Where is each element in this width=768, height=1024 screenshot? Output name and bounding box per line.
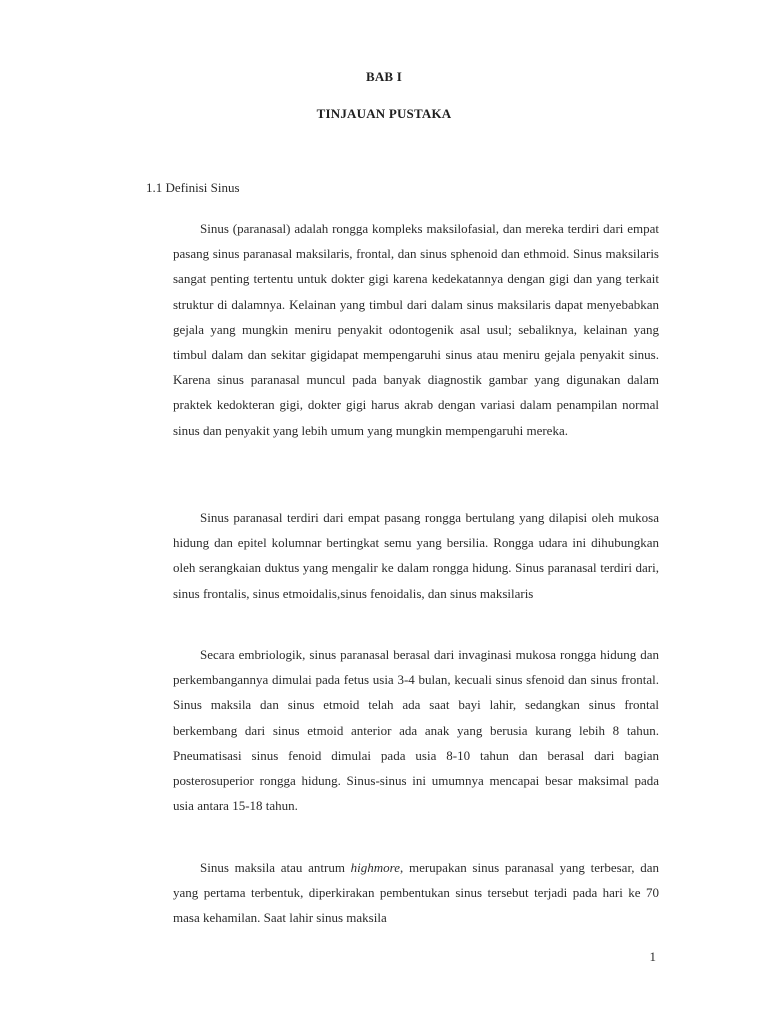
chapter-title: TINJAUAN PUSTAKA (316, 106, 452, 121)
chapter-label: BAB I (365, 69, 403, 84)
page-number: 1 (649, 949, 656, 964)
section-heading: 1.1 Definisi Sinus (146, 180, 240, 195)
italic-term: highmore (350, 860, 401, 875)
body-paragraph-2 (173, 505, 659, 606)
paragraph-text: Sinus (paranasal) adalah rongga kompleks maksilofasial, dan mereka terdiri dari empat pasang sinus paranasal maksilaris, frontal, dan sinus sphenoid dan ethmoid. Sinus maksilaris sangat penting tertentu untuk dokter gigi karena kedekatannya dengan gigi dan yang terkait struktur di dalamnya. Kelainan yang timbul dari dalam sinus maksilaris dapat menyebabkan gejala yang mungkin meniru penyakit odontogenik asal usul; sebaliknya, kelainan yang timbul dalam dan sekitar gigidapat mempengaruhi sinus atau meniru gejala penyakit sinus. Karena sinus paranasal muncul pada banyak diagnostik gambar yang digunakan dalam praktek kedokteran gigi, dokter gigi harus akrab dengan variasi dalam penampilan normal sinus dan penyakit yang lebih umum yang mungkin mempengaruhi mereka. (173, 221, 659, 438)
paragraph-text: Sinus paranasal terdiri dari empat pasang rongga bertulang yang dilapisi oleh mukosa hidung dan epitel kolumnar bertingkat semu yang bersilia. Rongga udara ini dihubungkan oleh serangkaian duktus yang mengalir ke dalam rongga hidung. Sinus paranasal terdiri dari, sinus frontalis, sinus etmoidalis,sinus fenoidalis, dan sinus maksilaris (173, 510, 659, 601)
paragraph-text-end: , merupakan sinus paranasal yang terbesar, dan yang pertama terbentuk, diperkirakan pembentukan sinus tersebut terjadi pada hari ke 70 masa kehamilan. Saat lahir sinus maksila (173, 860, 659, 926)
body-paragraph-4 (173, 855, 659, 931)
paragraph-text: Secara embriologik, sinus paranasal berasal dari invaginasi mukosa rongga hidung dan perkembangannya dimulai pada fetus usia 3-4 bulan, kecuali sinus sfenoid dan sinus frontal. Sinus maksila dan sinus etmoid telah ada saat bayi lahir, sedangkan sinus frontal berkembang dari sinus etmoid anterior ada anak yang berusia kurang lebih 8 tahun. Pneumatisasi sinus fenoid dimulai pada usia 8-10 tahun dan berasal dari bagian posterosuperior rongga hidung. Sinus-sinus ini umumnya mencapai besar maksimal pada usia antara 15-18 tahun. (173, 647, 659, 814)
paragraph-text (173, 855, 659, 931)
paragraph-text-start: Sinus maksila atau antrum (200, 860, 351, 875)
body-paragraph-3 (173, 642, 659, 818)
body-paragraph-1 (173, 216, 659, 443)
